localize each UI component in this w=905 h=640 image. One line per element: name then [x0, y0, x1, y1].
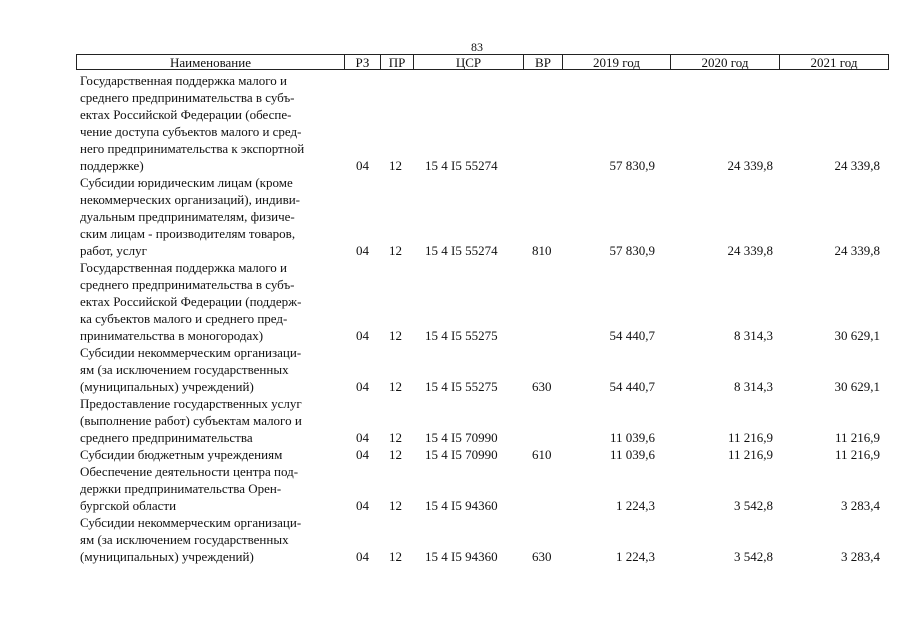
row-2020: 3 542,8	[734, 549, 773, 564]
page-number: 83	[471, 40, 483, 54]
row-2020: 8 314,3	[734, 328, 773, 343]
header-vr: ВР	[523, 54, 563, 70]
header-rz: РЗ	[344, 54, 381, 70]
row-name: Субсидии юридическим лицам (кроме некоммерческих организаций), индиви- дуальным предпринимателям, физиче- ским лицам - производителям товаров, работ, услуг	[80, 175, 300, 258]
row-2021: 11 216,9	[834, 447, 880, 462]
row-rz: 04	[356, 430, 369, 445]
row-name: Субсидии бюджетным учреждениям	[80, 447, 283, 462]
row-rz: 04	[356, 158, 369, 173]
row-csr: 15 4 I5 55274	[425, 243, 498, 258]
row-name: Предоставление государственных услуг (выполнение работ) субъектам малого и среднего предпринимательства	[80, 396, 302, 445]
row-2020: 11 216,9	[727, 447, 773, 462]
row-2019: 57 830,9	[609, 158, 655, 173]
row-rz: 04	[356, 379, 369, 394]
row-2021: 3 283,4	[841, 498, 880, 513]
row-2021: 24 339,8	[834, 158, 880, 173]
row-vr: 630	[532, 379, 552, 394]
row-csr: 15 4 I5 55274	[425, 158, 498, 173]
row-vr: 610	[532, 447, 552, 462]
row-2021: 3 283,4	[841, 549, 880, 564]
row-2020: 24 339,8	[727, 243, 773, 258]
row-csr: 15 4 I5 55275	[425, 328, 498, 343]
row-rz: 04	[356, 447, 369, 462]
header-2021: 2021 год	[779, 54, 889, 70]
header-2020: 2020 год	[670, 54, 780, 70]
row-2019: 11 039,6	[609, 430, 655, 445]
row-name: Субсидии некоммерческим организаци- ям (за исключением государственных (муниципальных) учреждений)	[80, 515, 302, 564]
row-vr: 810	[532, 243, 552, 258]
row-rz: 04	[356, 243, 369, 258]
header-csr: ЦСР	[413, 54, 524, 70]
row-2019: 57 830,9	[609, 243, 655, 258]
row-2019: 11 039,6	[609, 447, 655, 462]
row-2021: 24 339,8	[834, 243, 880, 258]
row-2020: 3 542,8	[734, 498, 773, 513]
row-2019: 54 440,7	[609, 328, 655, 343]
row-2019: 54 440,7	[609, 379, 655, 394]
row-pr: 12	[389, 328, 402, 343]
row-rz: 04	[356, 328, 369, 343]
header-name: Наименование	[76, 54, 345, 70]
row-pr: 12	[389, 447, 402, 462]
row-pr: 12	[389, 243, 402, 258]
row-csr: 15 4 I5 94360	[425, 498, 498, 513]
row-pr: 12	[389, 549, 402, 564]
row-2019: 1 224,3	[616, 549, 655, 564]
row-rz: 04	[356, 498, 369, 513]
row-name: Государственная поддержка малого и среднего предпринимательства в субъ- ектах Российской Федерации (поддерж- ка субъектов малого и среднего пред- принимательства в моногородах)	[80, 260, 302, 343]
row-name: Обеспечение деятельности центра под- держки предпринимательства Орен- бургской области	[80, 464, 299, 513]
row-2021: 30 629,1	[834, 379, 880, 394]
row-2020: 8 314,3	[734, 379, 773, 394]
row-2021: 11 216,9	[834, 430, 880, 445]
row-pr: 12	[389, 379, 402, 394]
row-2020: 11 216,9	[727, 430, 773, 445]
row-name: Субсидии некоммерческим организаци- ям (за исключением государственных (муниципальных) учреждений)	[80, 345, 302, 394]
row-pr: 12	[389, 158, 402, 173]
row-csr: 15 4 I5 94360	[425, 549, 498, 564]
row-name: Государственная поддержка малого и среднего предпринимательства в субъ- ектах Российской Федерации (обеспе- чение доступа субъектов малого и сред- него предпринимательства к экспортной поддержке)	[80, 73, 305, 173]
row-csr: 15 4 I5 70990	[425, 430, 498, 445]
header-pr: ПР	[380, 54, 414, 70]
header-2019: 2019 год	[562, 54, 671, 70]
row-vr: 630	[532, 549, 552, 564]
row-pr: 12	[389, 498, 402, 513]
row-rz: 04	[356, 549, 369, 564]
row-2019: 1 224,3	[616, 498, 655, 513]
row-csr: 15 4 I5 70990	[425, 447, 498, 462]
row-pr: 12	[389, 430, 402, 445]
row-2020: 24 339,8	[727, 158, 773, 173]
row-csr: 15 4 I5 55275	[425, 379, 498, 394]
row-2021: 30 629,1	[834, 328, 880, 343]
